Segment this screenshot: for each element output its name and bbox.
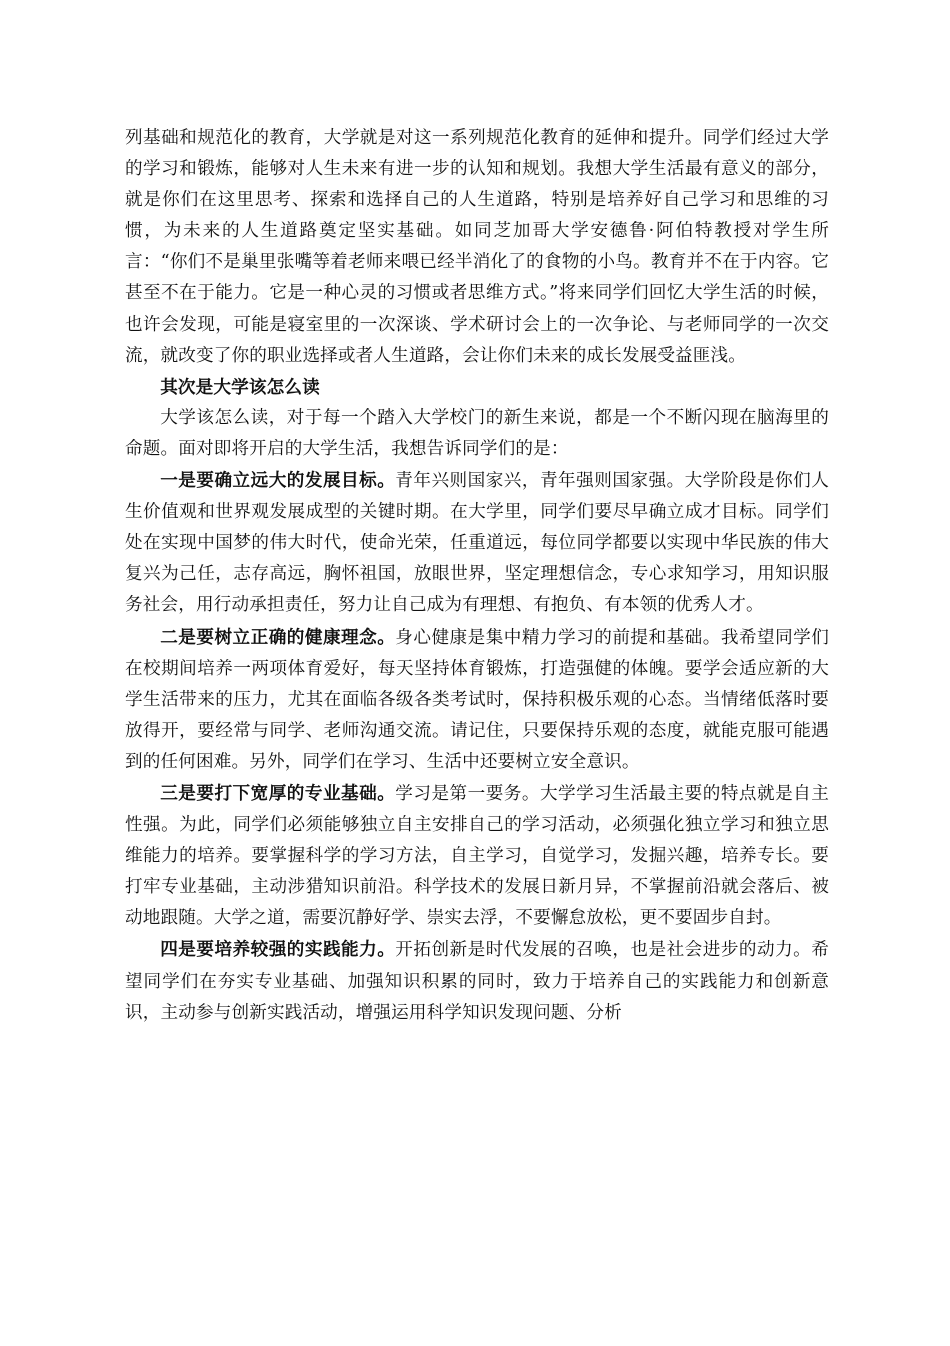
document-page bbox=[125, 123, 829, 1029]
point-paragraph-2 bbox=[125, 622, 829, 778]
intro-paragraph: 大学该怎么读，对于每一个踏入大学校门的新生来说，都是一个不断闪现在脑海里的命题。面对即将开启的大学生活，我想告诉同学们的是： bbox=[125, 407, 829, 459]
point-paragraph-1 bbox=[125, 465, 829, 621]
point-paragraph-3 bbox=[125, 778, 829, 934]
point-paragraph-4 bbox=[125, 934, 829, 1028]
point-body-4: 开拓创新是时代发展的召唤，也是社会进步的动力。希望同学们在夯实专业基础、加强知识积累的同时，致力于培养自己的实践能力和创新意识，主动参与创新实践活动，增强运用科学知识发现问题、分析 bbox=[125, 940, 829, 1023]
point-lead-4: 四是要培养较强的实践能力。 bbox=[160, 939, 396, 961]
point-body-2: 身心健康是集中精力学习的前提和基础。我希望同学们在校期间培养一两项体育爱好，每天坚持体育锻炼，打造强健的体魄。要学会适应新的大学生活带来的压力，尤其在面临各级各类考试时，保持积极乐观的心态。当情绪低落时要放得开，要经常与同学、老师沟通交流。请记住，只要保持乐观的态度，就能克服可能遇到的任何困难。另外，同学们在学习、生活中还要树立安全意识。 bbox=[125, 627, 829, 772]
point-lead-2: 二是要树立正确的健康理念。 bbox=[160, 626, 396, 648]
point-body-1: 青年兴则国家兴，青年强则国家强。大学阶段是你们人生价值观和世界观发展成型的关键时期。在大学里，同学们要尽早确立成才目标。同学们处在实现中国梦的伟大时代，使命光荣，任重道远，每位同学都要以实现中华民族的伟大复兴为己任，志存高远，胸怀祖国，放眼世界，坚定理想信念，专心求知学习，用知识服务社会，用行动承担责任，努力让自己成为有理想、有抱负、有本领的优秀人才。 bbox=[125, 471, 829, 616]
point-lead-3: 三是要打下宽厚的专业基础。 bbox=[160, 782, 396, 804]
point-body-3: 学习是第一要务。大学学习生活最主要的特点就是自主性强。为此，同学们必须能够独立自主安排自己的学习活动，必须强化独立学习和独立思维能力的培养。要掌握科学的学习方法，自主学习，自觉学习，发掘兴趣，培养专长。要打牢专业基础，主动涉猎知识前沿。科学技术的发展日新月异，不掌握前沿就会落后、被动地跟随。大学之道，需要沉静好学、崇实去浮，不要懈怠放松，更不要固步自封。 bbox=[125, 783, 829, 929]
continuation-paragraph: 列基础和规范化的教育，大学就是对这一系列规范化教育的延伸和提升。同学们经过大学的学习和锻炼，能够对人生未来有进一步的认知和规划。我想大学生活最有意义的部分，就是你们在这里思考、探索和选择自己的人生道路，特别是培养好自己学习和思维的习惯，为未来的人生道路奠定坚实基础。如同芝加哥大学安德鲁·阿伯特教授对学生所言：“你们不是巢里张嘴等着老师来喂已经半消化了的食物的小鸟。教育并不在于内容。它甚至不在于能力。它是一种心灵的习惯或者思维方式。”将来同学们回忆大学生活的时候，也许会发现，可能是寝室里的一次深谈、学术研讨会上的一次争论、与老师同学的一次交流，就改变了你的职业选择或者人生道路，会让你们未来的成长发展受益匪浅。 bbox=[125, 128, 829, 366]
section-heading: 其次是大学该怎么读 bbox=[160, 376, 320, 398]
point-lead-1: 一是要确立远大的发展目标。 bbox=[160, 470, 396, 492]
